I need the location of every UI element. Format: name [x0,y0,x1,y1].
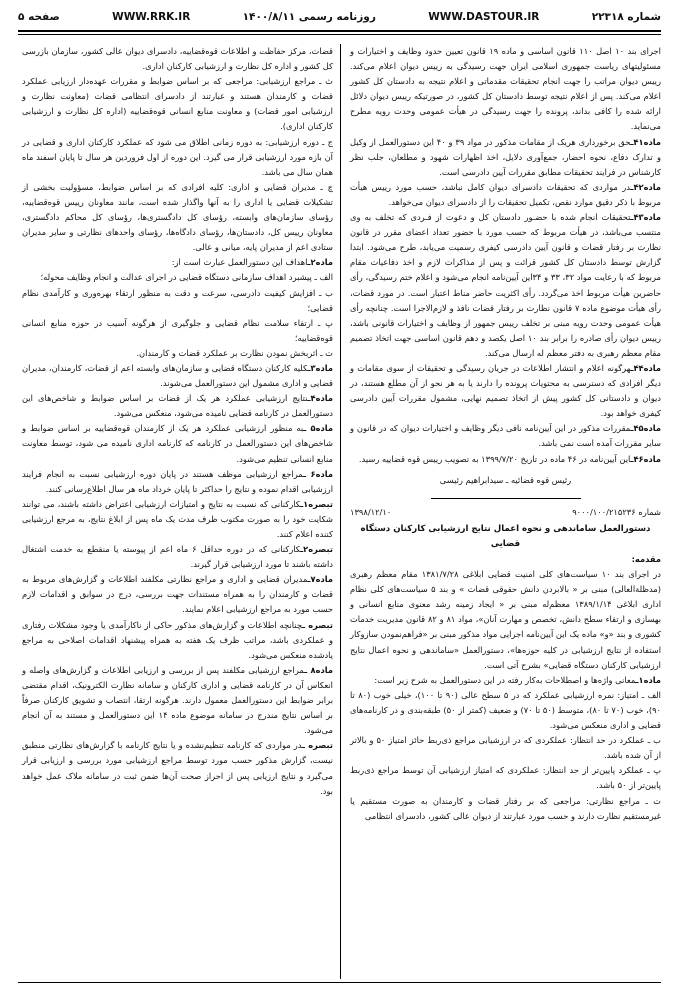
note [22,738,333,798]
article-text: مراجع ارزشیابی مکلفند پس از بررسی و ارزیابی اطلاعات و گزارش‌های واصله و انعکاس آن در کارنامه قضایی و اداری کارکنان و سامانه نظارت الکترونیک، اقدام مقتضی برابر ضوابط این دستورالعمل معمول دارند. هرگونه ارتقا، انتصاب و تشویق کارکنان صرفاً بر اساس نتایج مندرج در سامانه موضوع ماده ۱۴ این دستورالعمل و مستند به آن انجام می‌شود. [22,664,333,736]
footer-rule [18,982,661,983]
article-46 [350,452,661,467]
definition-item: چ ـ مدیران قضایی و اداری: کلیه افرادی که بر اساس ضوابط، مسؤولیت بخشی از تشکیلات قضایی یا اداری را به آنها واگذار شده است، مانند معاونان رییس قوه‌قضاییه، رؤسای سازمان‌های وابسته، رؤسای کل دادگستری‌ها، رؤسای کل محاکم دادگستری، معاونان رییس کل، دادستان‌ها، رؤسای دادگاه‌ها، رؤسای واحدهای نظارتی و سایر مدیران ستادی اعم از مدیران پایه، میانی و عالی. [22,181,333,253]
article-1 [350,673,661,688]
site-rrk[interactable]: WWW.RRK.IR [112,11,191,23]
article-label: ماده۶ ـ [303,468,333,479]
article-label: ماده۸ ـ [304,664,333,675]
list-item: ت ـ اثربخش نمودن نظارت بر عملکرد قضات و کارمندان. [136,347,333,358]
article-label: ماده۳ـ [307,362,333,373]
article-text: معانی واژه‌ها و اصطلاحات به‌کار رفته در این دستورالعمل به شرح زیر است: [374,674,636,685]
article-6 [22,467,333,497]
issue-number: شماره ۲۲۳۱۸ [591,11,661,23]
note-text: در مواردی که کارنامه تنظیم‌نشده و یا نتایج کارنامه با گزارش‌های نظارتی منطبق نیست، گزارش مذکور حسب مورد توسط مراجع ارزشیابی مورد بررسی و ارزیابی قرار می‌گیرد و نتایج ارزیابی پس از احراز صحت آن‌ها ضمن ثبت در سامانه ملاک عمل خواهد بود. [22,740,333,796]
document-meta [350,505,661,520]
article-7 [22,572,333,617]
definition-item: ث ـ مراجع ارزشیابی: مراجعی که بر اساس ضوابط و مقررات عهده‌دار ارزیابی عملکرد قضات و کارمندان هستند و عبارتند از دادسرای انتظامی قضات (معاونت نظارت و ارزشیابی امور قضات) و معاونت منابع انسانی قوه‌قضاییه (اداره کل نظارت و ارزشیابی کارکنان اداری). [22,76,333,132]
article-label: ماده۴۲ـ [630,181,661,192]
article-text: به منظور ارزشیابی عملکرد هر یک از کارمندان قوه‌قضاییه بر اساس ضوابط و شاخص‌های این دستورالعمل در کارنامه که کارنامه اداری نامیده می شود، توسط معاونت منابع انسانی تنظیم می‌شود. [22,423,333,464]
header-rule-thin [18,34,661,35]
article-44 [350,361,661,421]
article-3 [22,361,333,391]
article-4 [22,391,333,421]
article-text: هرگونه اعلام و انتشار اطلاعات در جریان رسیدگی و تحقیقات از سوی مقامات و دیگر افرادی که دسترسی به محتویات پرونده را دارند یا به هر نحو از آن مطلع هستند، در دیوان و دادستانی کل کشور پیش از اتخاذ تصمیم نهایی، مشمول مقررات آیین دادرسی کیفری خواهد بود. [350,362,661,419]
newspaper-date: روزنامه رسمی ۱۴۰۰/۸/۱۱ [242,11,376,23]
note-text: کارکنانی که نسبت به نتایج و امتیازات ارزشیابی اعتراض داشته باشند، می توانند شکایت خود را به صورت مکتوب ظرف مدت یک ماه پس از ابلاغ نتایج، به مرجع ارزشیابی کننده اعلام کنند. [22,498,333,539]
definition-item: ب ـ عملکرد در حد انتظار: عملکردی که در ارزشیابی مراجع ذی‌ربط حائز امتیاز ۵۰ و بالاتر از آن شده باشد. [350,735,661,761]
list-item: ب ـ افزایش کیفیت دادرسی، سرعت و دقت به منظور ارتقاء بهره‌وری و کارآمدی نظام قضایی؛ [22,287,333,313]
document-number: شماره ۹۰۰۰/۱۰۰/۲۱۵۲۳۶ [572,506,661,517]
article-text: تحقیقات انجام شده با حضـور دادستان کل و دعوت از فـردی که تخلف به وی منتسب می‌باشد، در هیأت مربوط که حسب مورد با حضور تعداد اعضای مقرر در قانون نظارت بر رفتار قضات و قانون آیین دادرسی کیفری رسمیت می‌یابد، طرح می‌شود. ابتدا گزارش توسط دادستان کل کشور قرائت و پس از مذاکرات لازم و اخذ دفاعیات مقام مربوط که با رعایت مواد ۳۲، ۳۳ و ۳۴این آیین‌نامه انجام می‌شود و اعلام ختم رسیدگی، رأی حاضرین هیأت مربوط اخذ می‌گردد. رأی اکثریت حاضر مناط اعتبار است. در مورد قضات، رأی هیأت موضوع ماده ۷ قانون نظارت بر رفتار قضات نافذ و لازم‌الاجرا است. چنانچه رأی هیأت عمومی وحدت رویه مبنی بر تخلف رییس جمهور از وظایف و اختیارات قانونی باشد، رییس دیوان رأی صادره را برابر بند ۱۰ اصل یکصد و دهم قانون اساسی جهت اتخاذ تصمیم مقام معظم رهبری به دفتر معظم له ارسال می‌کند. [350,212,661,358]
header-rule [18,30,661,32]
article-text: کلیه کارکنان دستگاه قضایی و سازمان‌های وابسته اعم از قضات، کارمندان، مدیران قضایی و اداری مشمول این دستورالعمل می‌شوند. [22,362,333,389]
note-1 [22,497,333,542]
note-label: تبصره۲ـ [300,544,333,555]
article-label: ماده۴۵ـ [630,423,661,434]
note-label: تبصره ـ [302,619,333,630]
article-text: مدیران قضایی و اداری و مراجع نظارتی مکلفند اطلاعات و گزارش‌های مربوط به قضات و کارمندان را به همراه مستندات جهت بررسی، درج در سوابق و اقدامات لازم حسب مورد به مراجع ارزشیابی اعلام نمایند. [22,574,333,615]
article-label: ماده۴۱ـ [630,136,661,147]
list-item: پ ـ ارتقاء سلامت نظام قضایی و جلوگیری از هرگونه آسیب در حوزه منابع انسانی قوه‌قضاییه؛ [22,317,333,343]
article-text: این آیین‌نامه در ۴۶ ماده در تاریخ ۱۳۹۹/۷/۲۰ به تصویب رییس قوه قضاییه رسید. [358,453,631,464]
page-number: صفحه ۵ [18,11,60,23]
article-label: ماده۵ ـ [303,423,333,434]
article-41 [350,135,661,180]
right-column [350,44,661,824]
site-dastour[interactable]: WWW.DASTOUR.IR [428,11,540,23]
column-divider [340,44,341,979]
article-label: ماده۲ـ [307,257,333,268]
article-8 [22,663,333,738]
article-label: ماده۴۴ـ [630,362,661,373]
article-text: حق برخورداری هریک از مقامات مذکور در مواد ۳۹ و ۴۰ این دستورالعمل از وکیل و تدارک دفاع، نحوه احضار، جمع‌آوری دلایل، اخذ اظهارات شهود و مطلعان، جلب نظر کارشناس در فرایند تحقیقات مطابق مقررات آیین دادرسی است. [350,136,661,177]
article-label: ماده۴ـ [307,393,333,404]
article-5 [22,421,333,466]
definition-item: الف ـ امتیاز: نمره ارزشیابی عملکرد که در ۵ سطح عالی (۹۰ تا ۱۰۰)، خیلی خوب (۸۰ تا ۹۰)، خوب (۷۰ تا ۸۰)، متوسط (۵۰ تا ۷۰) و ضعیف (کمتر از ۵۰) طبقه‌بندی و در کارنامه‌های قضایی و اداری منعکس می‌شود. [350,689,661,731]
article-label: ماده۴۳ـ [630,212,661,223]
signature: رئیس قوه قضائیه ـ سیدابراهیم رئیسی [439,474,572,485]
list-item: الف ـ پیشبرد اهداف سازمانی دستگاه قضایی در اجرای عدالت و انجام وظایف محوله؛ [40,272,333,283]
note-2 [22,542,333,572]
article-text: مقررات مذکور در این آیین‌نامه نافی دیگر وظایف و اختیارات دیوان که در قانون و سایر مقررات آمده است نمی باشد. [350,423,661,449]
article-text: اهداف این دستورالعمل عبارت است از: [171,257,308,268]
definition-item: ج ـ دوره ارزشیابی: به دوره زمانی اطلاق می شود که عملکرد کارکنان اداری و قضایی در آن بازه مورد ارزشیابی قرار می گیرد. این دوره از اول فروردین هر سال تا پایان اسفند ماه همان سال می باشد. [22,136,333,177]
article-label: ماده۷ـ [307,574,333,585]
article-42 [350,180,661,210]
note-text: چنانچه اطلاعات و گزارش‌های مذکور حاکی از ناکارآمدی یا وجود مشکلات رفتاری و عملکردی باشد، مراتب ظرف یک هفته به همراه پیشنهاد اقدامات اصلاحی به مراجع یادشده منعکس می‌شود. [22,619,333,660]
article-45 [350,421,661,451]
article-label: ماده۱ـ [635,674,661,685]
article-2 [22,255,333,270]
article-label: ماده۴۶ـ [630,453,661,464]
page-header [18,6,661,28]
paragraph: اجرای بند ۱۰ اصل ۱۱۰ قانون اساسی و ماده ۱۹ قانون تعیین حدود وظایف و اختیارات و مسئولیتهای ریاست جمهوری اسلامی ایران جهت رسیدگی به رییس دیوان اعلام می‌کند. رییس دیوان مراتب را جهت انجام تحقیقات مقدماتی و اعلام نتیجه به دادستان کل کشور اعلام می‌کند. پس از اعلام نتیجه توسط دادستان کل کشور، در صورتیکه رییس دیوان دلائل ارائه شده را کافی بداند، پرونده را جهت رسیدگی در هیأت عمومی وحدت رویه مطرح می‌نماید. [350,46,661,132]
article-text: نتایج ارزشیابی عملکرد هر یک از قضات بر اساس ضوابط و شاخص‌های این دستورالعمل در کارنامه قضایی نامیده می‌شود، منعکس می‌شود. [22,393,333,419]
paragraph: قضات، مرکز حفاظت و اطلاعات قوه‌قضاییه، دادسرای دیوان عالی کشور، سازمان بازرسی کل کشور و اداره کل نظارت و ارزشیابی کارکنان اداری. [22,46,333,72]
paragraph: در اجرای بند ۱۰ سیاست‌های کلی امنیت قضایی ابلاغی ۱۳۸۱/۷/۲۸ مقام معظم رهبری (مدظلةالعالی) مبنی بر « بالابردن دانش حقوقی قضات » و بند ۵ سیاست‌های کلی نظام اداری ابلاغی ۱۳۸۹/۱/۱۴ معظم‌له مبنی بر « ایجاد زمینه رشد معنوی منابع انسانی و بهسازی و ارتقاء سطح دانش، تخصص و مهارت آنان»، مواد ۸۱ و ۸۲ قانون مدیریت خدمات کشوری و بند «و» ماده یک این آیین‌نامه اجرایی مواد مذکور مبنی بر «فراهم‌نمودن سازوکار استفاده از نتایج ارزشیابی در کلیه حوزه‌ها»، دستورالعمل «ساماندهی و نحوه اعمال نتایج ارزشیابی کارکنان دستگاه قضایی» بشرح آتی است. [350,569,661,670]
note [22,618,333,663]
separator [431,498,581,499]
document-date: ۱۳۹۸/۱۲/۱۰ [350,506,392,517]
article-43 [350,210,661,361]
article-text: مراجع ارزشیابی موظف هستند در پایان دوره ارزشیابی نسبت به انجام فرایند ارزشیابی اقدام نموده و نتایج را حداکثر تا پایان خرداد ماه هر سال اطلاع‌رسانی کنند. [22,468,333,494]
definition-item: پ ـ عملکرد پایین‌تر از حد انتظار: عملکردی که امتیاز ارزشیابی آن توسط مراجع ذی‌ربط پایین‌تر از ۵۰ باشد. [350,765,661,791]
note-label: تبصره۱ـ [300,498,333,509]
left-column [22,44,333,799]
definition-item: ت ـ مراجع نظارتی: مراجعی که بر رفتار قضات و کارمندان به صورت مستقیم یا غیرمستقیم نظارت دارند و حسب مورد عبارتند از دیوان عالی کشور، دادسرای انتظامی [350,795,661,821]
note-text: کارکنانی که در دوره حداقل ۶ ماه اعم از پیوسته یا منقطع به خدمت اشتغال داشته باشند تا مورد ارزشیابی قرار گیرند. [22,544,333,570]
document-title: دستورالعمل ساماندهی و نحوه اعمال نتایج ارزشیابی کارکنان دستگاه قضایی [360,523,651,549]
article-text: در مواردی که تحقیقات دادسرای دیوان کامل نباشد، حسب مورد رییس هیأت مربوط با ذکر دقیق موارد نقص، تکمیل تحقیقات را از دادسرای دیوان می‌خواهد. [350,181,661,207]
intro-heading: مقدمه: [631,554,661,564]
note-label: تبصره ـ [302,740,333,751]
